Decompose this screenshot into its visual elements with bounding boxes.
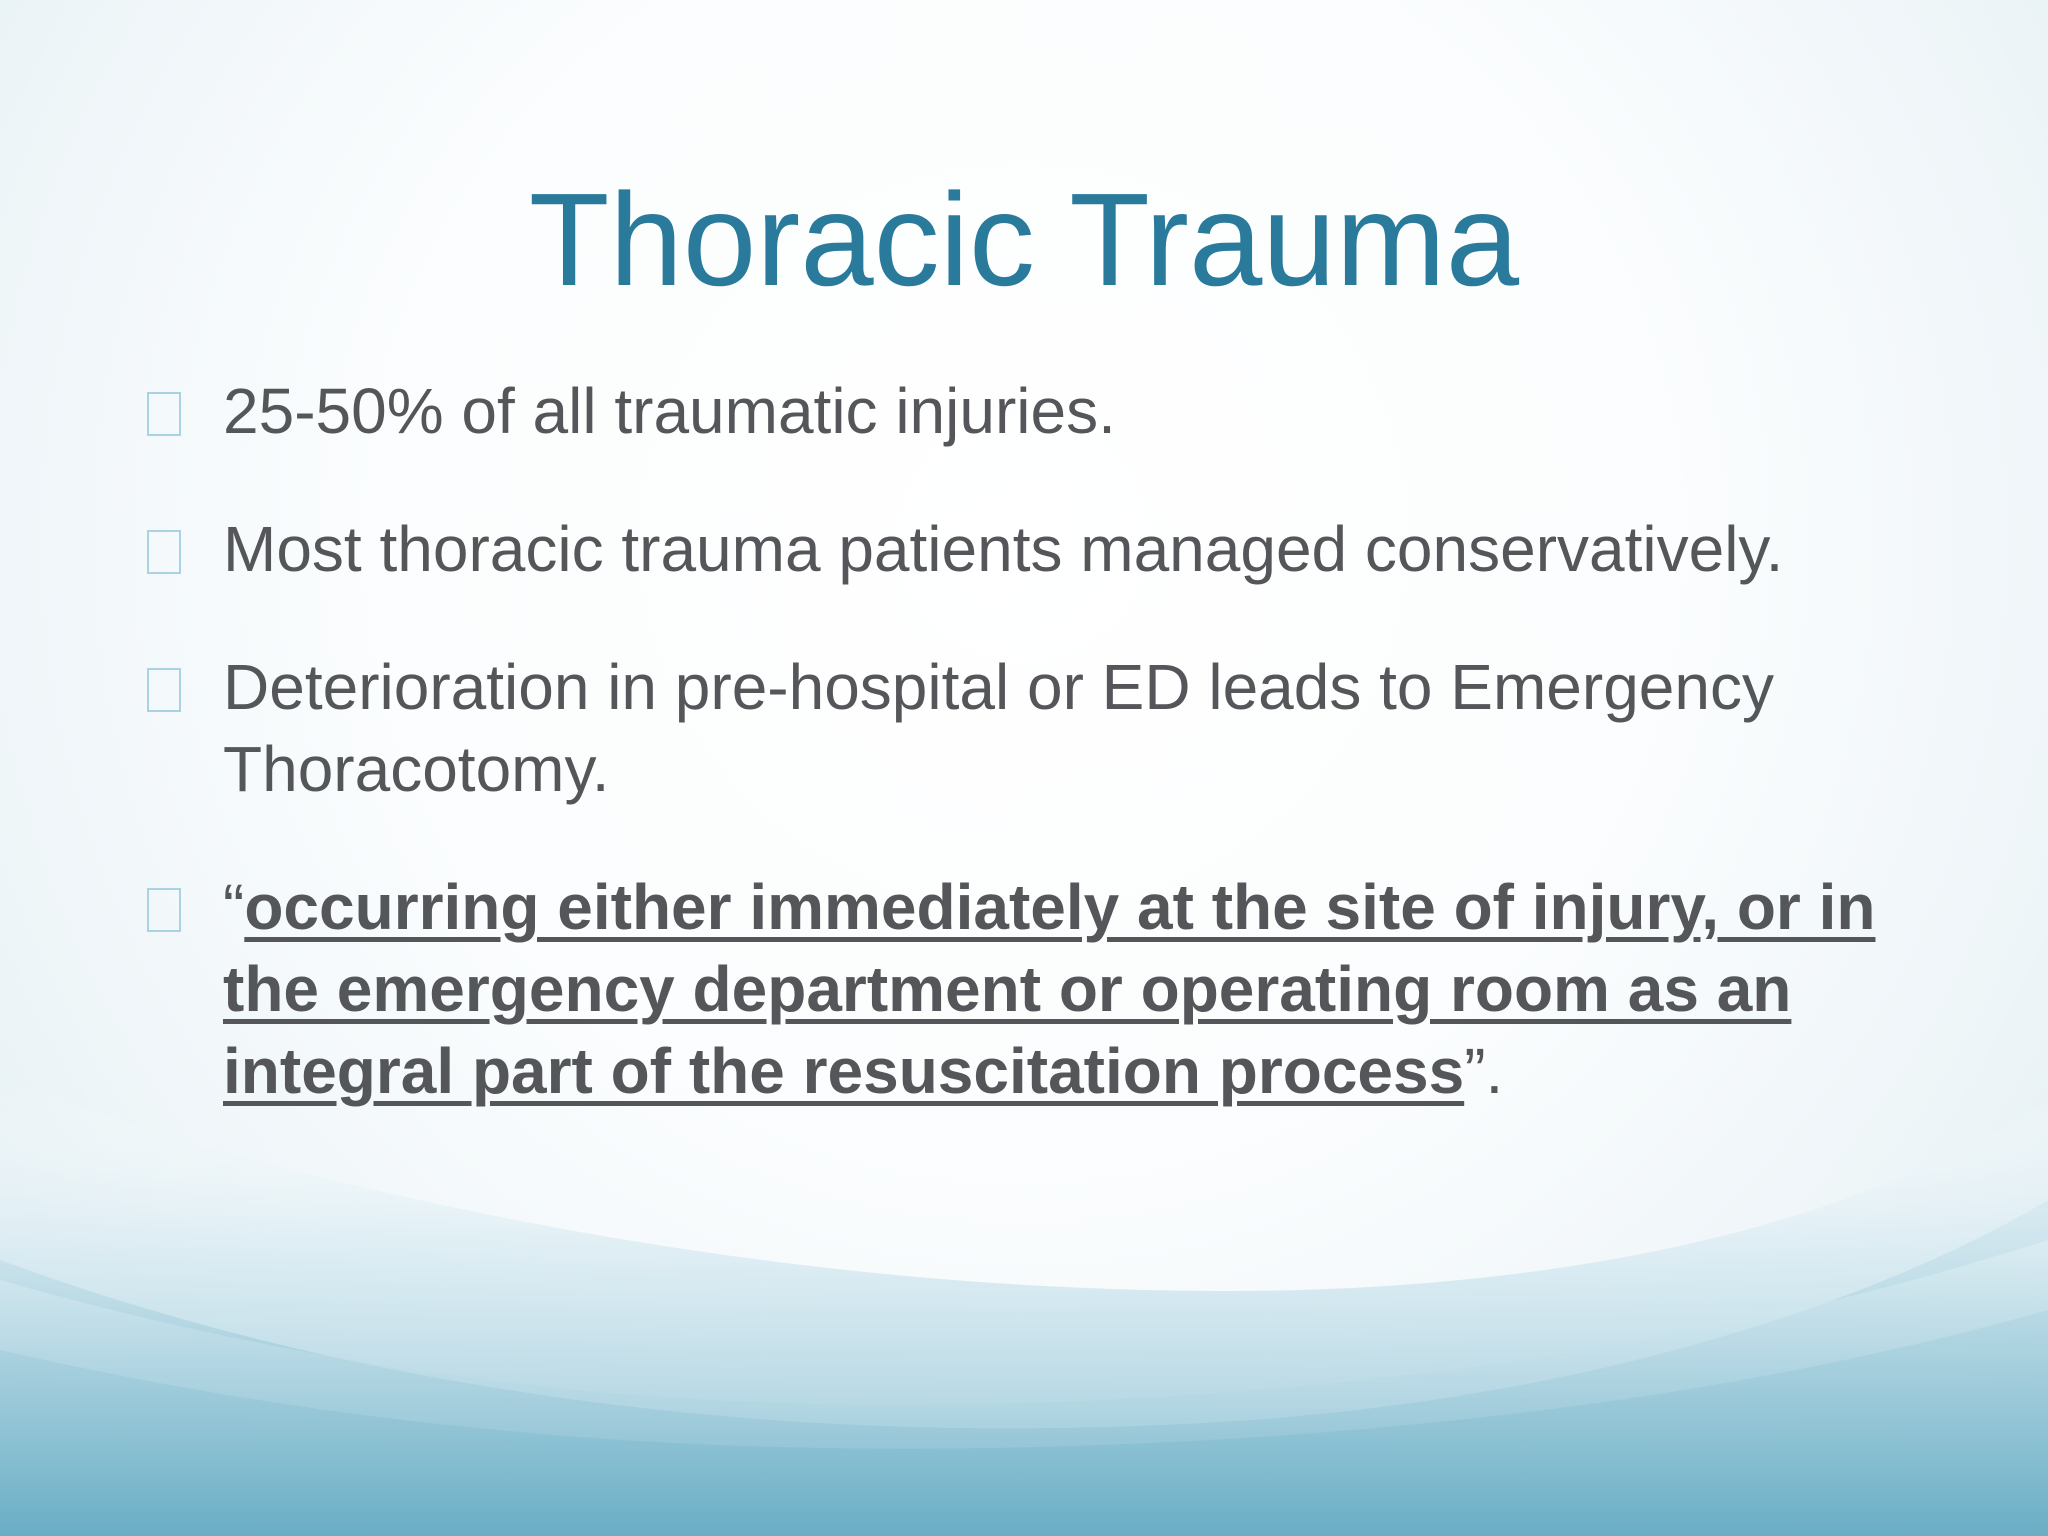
- square-outline-bullet-icon: [147, 392, 181, 436]
- quoted-definition: occurring either immediately at the site of injury, or in the emergency department or operating room as an integral part of the resuscitation process: [223, 871, 1876, 1107]
- bullet-text: 25-50% of all traumatic injuries.: [223, 375, 1116, 447]
- slide-title: Thoracic Trauma: [528, 166, 1520, 313]
- square-outline-bullet-icon: [147, 888, 181, 932]
- square-outline-bullet-icon: [147, 668, 181, 712]
- open-quote-mark: “: [223, 871, 245, 943]
- bullet-item: [145, 508, 1915, 590]
- bullet-item-quote: [145, 866, 1915, 1112]
- square-outline-bullet-icon: [147, 530, 181, 574]
- bullet-item: [145, 646, 1915, 810]
- bullet-item: [145, 370, 1915, 452]
- close-quote-mark: ”.: [1464, 1035, 1504, 1107]
- bullet-list: [145, 370, 1915, 1168]
- bullet-text: Most thoracic trauma patients managed conservatively.: [223, 513, 1784, 585]
- bullet-text: Deterioration in pre-hospital or ED leads to Emergency Thoracotomy.: [223, 651, 1774, 805]
